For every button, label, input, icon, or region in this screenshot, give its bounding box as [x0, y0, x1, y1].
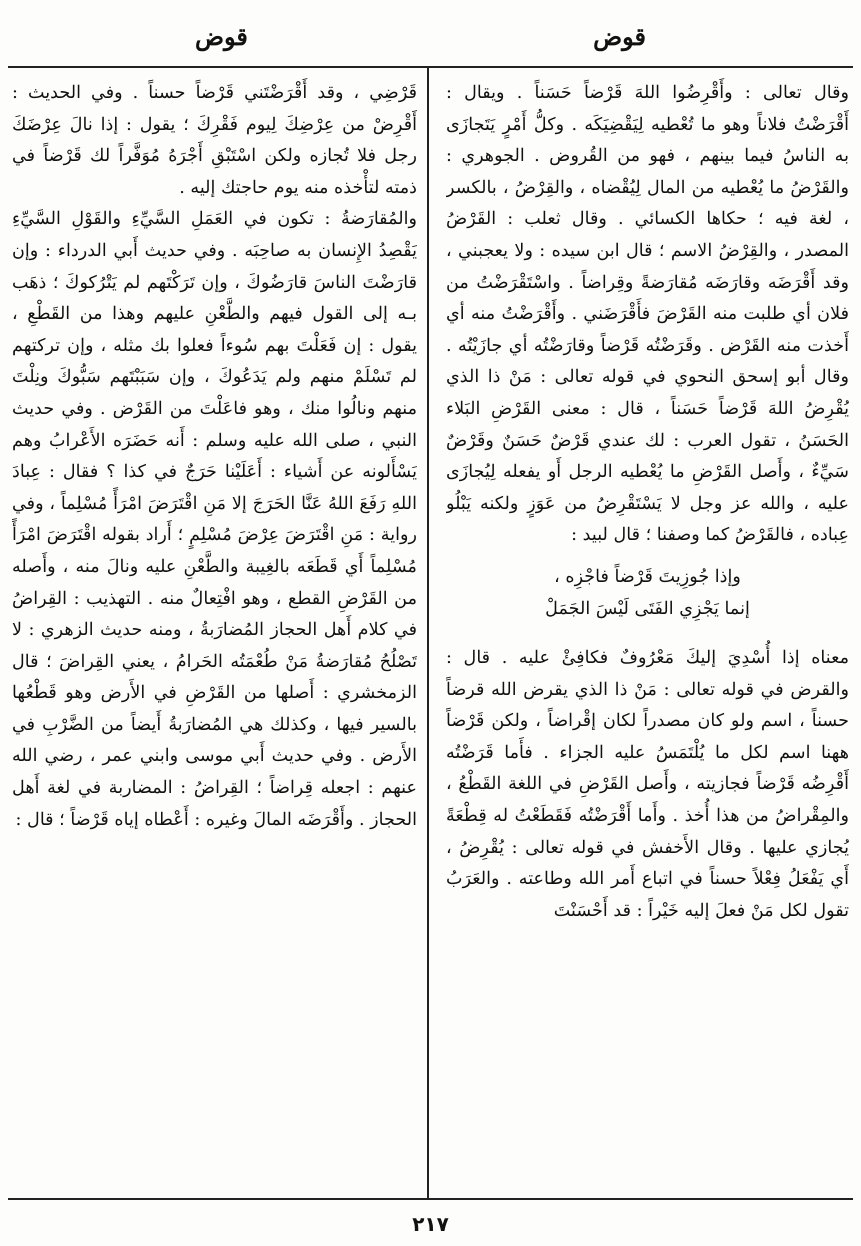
left-column-paragraph: قَرْضِي ، وقد أَقْرَضْتَني قَرْضاً حسناً . وفي الحديث : أَقْرِضْ من عِرْضِكَ لِيوم فَقْرِكَ ؛ يقول : إذا نالَ عِرْضَكَ رجل فلا تُجازه ولكن اسْتَبْقِ أَجْرَهُ مُوَفَّراً لك قَرْضاً في ذمته لتأْخذه منه يوم حاجتك إليه . [12, 83, 417, 198]
poem-verse [446, 562, 849, 625]
poem-line: وإذا جُوزِيتَ قَرْضاً فاجْزِه ، [554, 566, 741, 587]
page-header [0, 22, 861, 62]
right-running-headword: قوض [593, 22, 646, 51]
page-number: ٢١٧ [412, 1212, 449, 1236]
left-column-paragraph: والمُقارَضةُ : تكون في العَمَلِ السَّيِّءِ والقَوْلِ السَّيِّءِ يَقْصِدُ الإِنسان به صاحِبَه . وفي حديث أَبي الدرداء : وإن قارَضْتَ الناسَ قارَضُوكَ ، وإن تَرَكْتَهم لم يَتْرُكوكَ ؛ ذهَب بـه إلى القول فيهم والطَّعْنِ عليهم وهذا من القَطْعِ ، يقول : إن فَعَلْتَ بهم سُوءاً فعلوا بك مثله ، وإن تركتهم لم تَسْلَمْ منهم ولم يَدَعُوكَ ، وإن سَبَبْتَهم سَبُّوكَ ونِلْتَ منهم ونالُوا منك ، وهو فاعَلْتَ من القَرْض . وفي حديث النبي ، صلى الله عليه وسلم : أَنه حَضَرَه الأَعْرابُ وهم يَسْأَلونه عن أَشياء : أَعَلَيْنا حَرَجٌ في كذا ؟ فقال : عِبادَ اللهِ رَفَعَ اللهُ عَنَّا الحَرَجَ إلا مَنِ اقْتَرَضَ امْرَأً مُسْلِماً ، وفي رواية : مَنِ اقْتَرَضَ عِرْضَ مُسْلِمٍ ؛ أَراد بقوله اقْتَرَضَ امْرَأً مُسْلِماً أَي قَطَعَه بالغِيبة والطَّعْنِ عليه ونالَ منه ، وأَصله من القَرْضِ القطع ، وهو افْتِعالٌ منه . التهذيب : القِراضُ في كلام أَهل الحجاز المُضارَبةُ ، ومنه حديث الزهري : لا تَصْلُحُ مُقارَضةُ مَنْ طُعْمَتُه الحَرامُ ، يعني القِراضَ ؛ قال الزمخشري : أَصلها من القَرْضِ في الأَرض وهو قَطْعُها بالسير فيها ، وكذلك هي المُضارَبةُ أَيضاً من الضَّرْبِ في الأَرض . وفي حديث أَبي موسى وابني عمر ، رضي الله عنهم : اجعله قِراضاً ؛ القِراضُ : المضاربة في لغة أَهل الحجاز . وأَقْرَضَه المالَ وغيره : أَعْطاه إياه قَرْضاً ؛ قال : [12, 209, 417, 830]
right-column-paragraph: وقال تعالى : وأَقْرِضُوا اللهَ قَرْضاً حَسَناً . ويقال : أَقْرَضْتُ فلاناً وهو ما تُعْطيه لِيَقْضِيَكَه . وكلُّ أَمْرٍ يَتَجازَى به الناسُ فيما بينهم ، فهو من القُروض . الجوهري : والقَرْضُ ما يُعْطيه من المال لِيُقْضاه ، والقِرْضُ ، بالكسر ، لغة فيه ؛ حكاها الكسائي . وقال ثعلب : القَرْضُ المصدر ، والقِرْضُ الاسم ؛ قال ابن سيده : ولا يعجبني ، وقد أَقْرَضَه وقارَضَه مُقارَضةً وقِراضاً . واسْتَقْرَضْتُ من فلان أي طلبت منه القَرْضَ فأَقْرَضَني . وأَقْرَضْتُ منه أي أَخذت منه القَرْض . وقَرَضْتُه قَرْضاً وقارَضْتُه أي جازَيْتُه . وقال أبو إسحق النحوي في قوله تعالى : مَنْ ذا الذي يُقْرِضُ اللهَ قَرْضاً حَسَناً ، قال : معنى القَرْضِ البَلاء الحَسَنُ ، تقول العرب : لك عندي قَرْضٌ حَسَنٌ وقَرْضٌ سَيِّءٌ ، وأَصل القَرْضِ ما يُعْطيه الرجل أَو يفعله لِيُجازَى عليه ، والله عز وجل لا يَسْتَقْرِضُ من عَوَزٍ ولكنه يَبْلُو عِباده ، فالقَرْضُ كما وصفنا ؛ قال لبيد : [446, 83, 849, 546]
left-column [12, 78, 417, 1193]
right-column-paragraph: معناه إذا أُسْدِيَ إليكَ مَعْرُوفٌ فكافِئْ عليه . قال : والقرض في قوله تعالى : مَنْ ذا الذي يقرض الله قرضاً حسناً ، اسم ولو كان مصدراً لكان إقْراضاً ، ولكن قَرْضاً ههنا اسم لكل ما يُلْتَمَسُ عليه الجزاء . فأَما قَرَضْتُه أَقْرِضُه قَرْضاً فجازيته ، وأَصل القَرْضِ في اللغة القَطْعُ ، والمِقْراضُ من هذا أُخذ . وأَما أَقْرَضْتُه فَقَطَعْتُ له قِطْعَةً يُجازي عليها . وقال الأَخفش في قوله تعالى : يُقْرِضُ ، أَي يَفْعَلُ فِعْلاً حسناً في اتباع أَمر الله وطاعته . والعَرَبُ تقول لكل مَنْ فعلَ إليه خَيْراً : قد أَحْسَنْتَ [446, 648, 849, 921]
bottom-rule [8, 1198, 853, 1200]
column-divider [427, 68, 429, 1198]
right-column [446, 78, 849, 1193]
top-rule [8, 66, 853, 68]
poem-line: إنما يَجْزِي الفَتَى لَيْسَ الجَمَلْ [545, 598, 750, 619]
left-running-headword: قوض [195, 22, 248, 51]
